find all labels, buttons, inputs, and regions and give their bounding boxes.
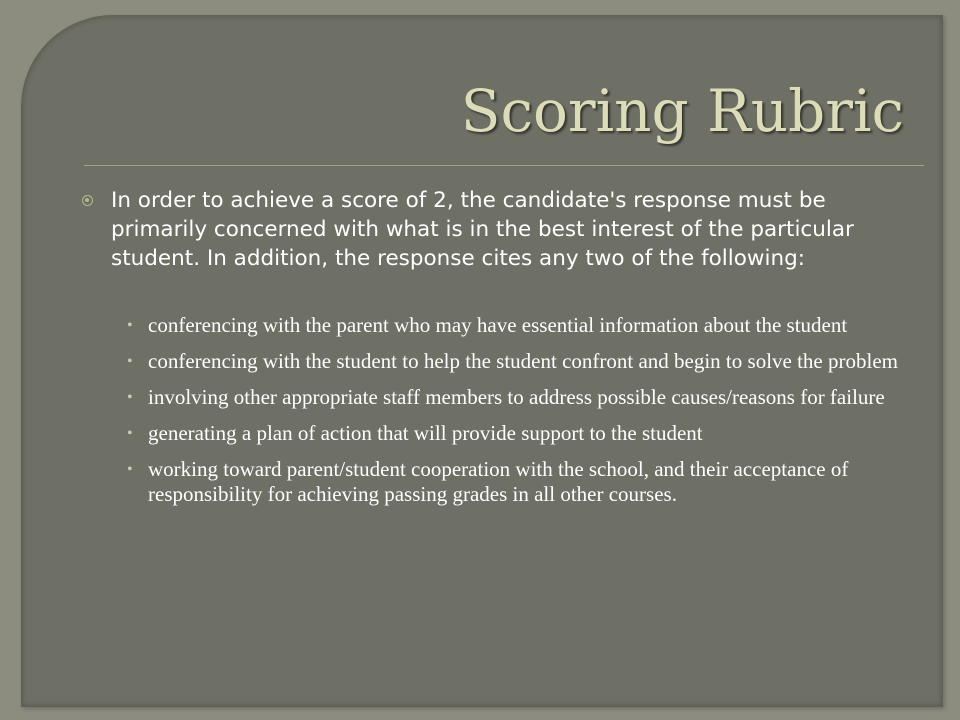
dot-bullet-icon: • xyxy=(127,389,133,406)
list-item xyxy=(127,313,927,338)
list-item xyxy=(127,349,927,374)
list-item-text: involving other appropriate staff members to address possible causes/reasons for failure xyxy=(148,385,885,409)
dot-bullet-icon: • xyxy=(127,461,133,478)
slide-title: Scoring Rubric xyxy=(460,77,904,145)
slide-body xyxy=(82,186,927,518)
main-bullet-point xyxy=(82,186,927,273)
list-item xyxy=(127,457,927,507)
list-item xyxy=(127,385,927,410)
list-item-text: conferencing with the parent who may have essential information about the student xyxy=(148,313,848,337)
slide xyxy=(21,15,943,707)
criteria-list xyxy=(82,313,927,507)
dot-bullet-icon: • xyxy=(127,317,133,334)
list-item-text: conferencing with the student to help the student confront and begin to solve the problem xyxy=(148,349,898,373)
dot-bullet-icon: • xyxy=(127,425,133,442)
list-item xyxy=(127,421,927,446)
circle-bullet-icon xyxy=(82,195,93,206)
dot-bullet-icon: • xyxy=(127,353,133,370)
list-item-text: generating a plan of action that will provide support to the student xyxy=(148,421,703,445)
main-point-text: In order to achieve a score of 2, the candidate's response must be primarily concerned with what is in the best interest of the particular student. In addition, the response cites any two of the following: xyxy=(111,188,854,271)
title-divider xyxy=(84,165,924,166)
list-item-text: working toward parent/student cooperation with the school, and their acceptance of responsibility for achieving passing grades in all other courses. xyxy=(148,457,849,506)
